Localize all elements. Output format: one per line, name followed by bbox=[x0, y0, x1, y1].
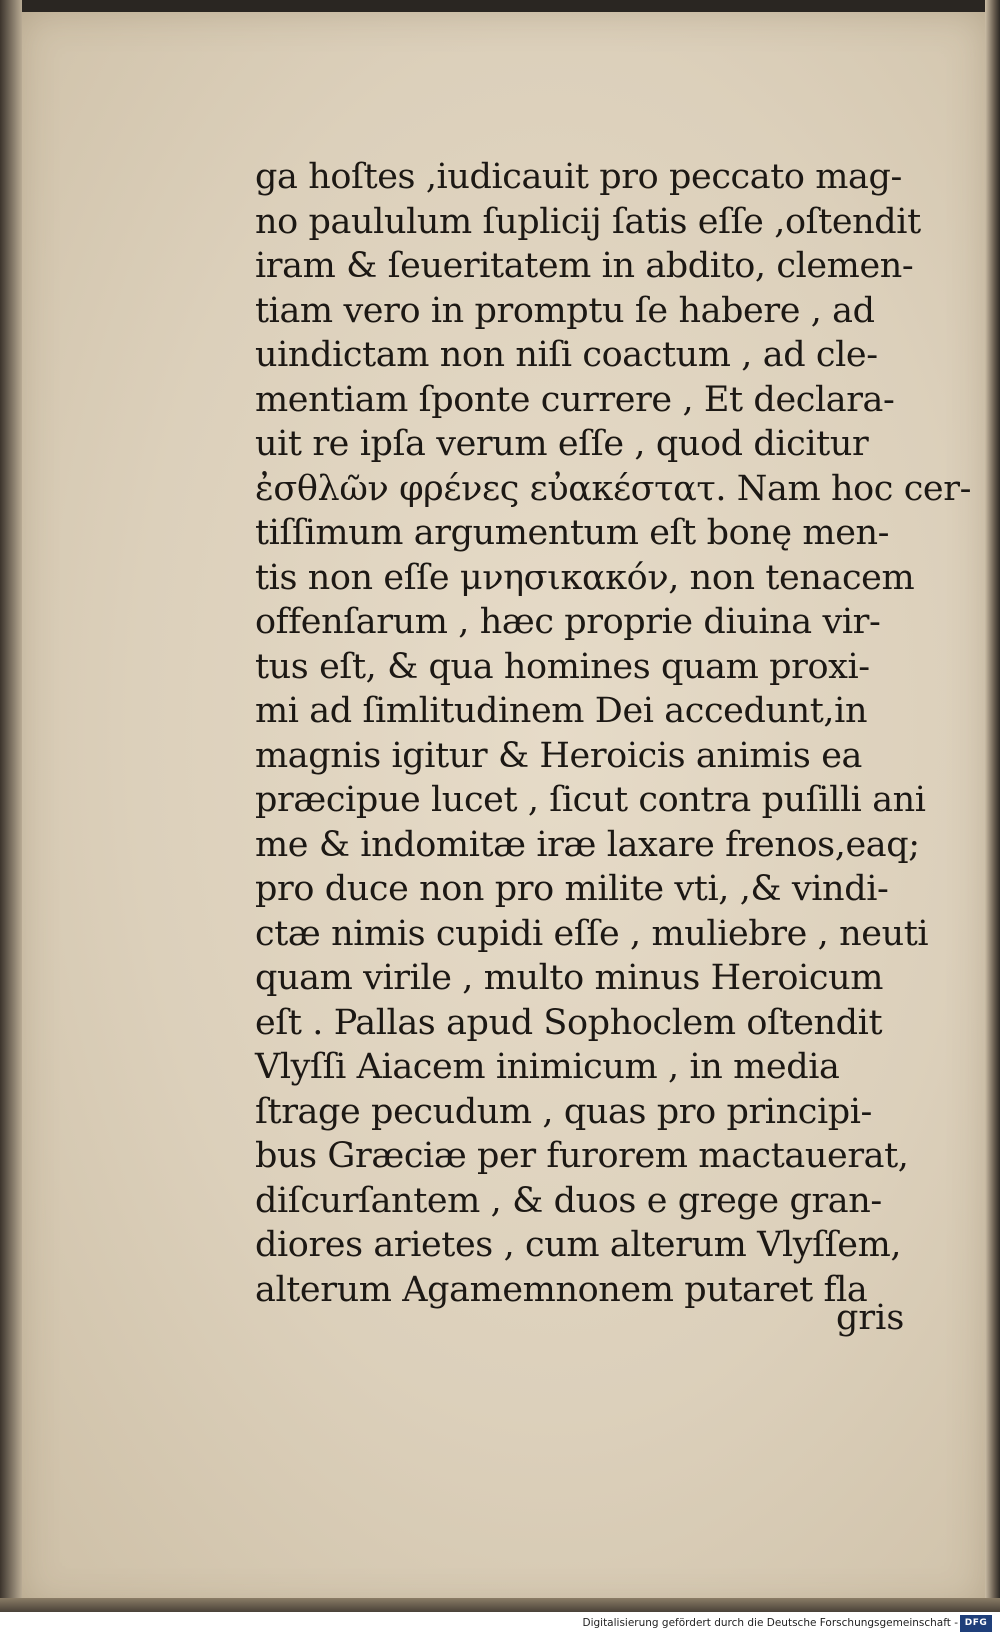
footer-bar bbox=[0, 1612, 1000, 1636]
text-line: mi ad ſimlitudinem Dei accedunt,in bbox=[255, 691, 868, 731]
funding-credit: Digitalisierung gefördert durch die Deutsche Forschungsgemeinschaft - bbox=[582, 1617, 958, 1629]
text-line: ctæ nimis cupidi eſſe , muliebre , neuti bbox=[255, 913, 929, 954]
text-line: ἐσθλῶν φρένες εὐακέστατ. Nam hoc cer- bbox=[255, 468, 971, 509]
text-line: uindictam non niſi coactum , ad cle- bbox=[255, 335, 878, 375]
text-line: tiam vero in promptu ſe habere , ad bbox=[255, 290, 875, 331]
text-line: diores arietes , cum alterum Vlyſſem, bbox=[255, 1225, 902, 1265]
page-text bbox=[255, 155, 971, 1312]
text-line: tus eſt, & qua homines quam proxi- bbox=[255, 646, 870, 687]
text-line: magnis igitur & Heroicis animis ea bbox=[255, 735, 862, 776]
page-bottom-edge bbox=[0, 1598, 1000, 1612]
text-line: alterum Agamemnonem putaret fla bbox=[255, 1269, 868, 1310]
text-line: mentiam ſponte currere , Et declara- bbox=[255, 379, 895, 420]
book-spine-edge bbox=[0, 0, 22, 1612]
catchword: gris bbox=[836, 1298, 905, 1338]
text-line: uit re ipſa verum eſſe , quod dicitur bbox=[255, 424, 869, 464]
text-line: tis non eſſe μνησικακόν, non tenacem bbox=[255, 557, 915, 598]
text-line: bus Græciæ per furorem mactauerat, bbox=[255, 1136, 909, 1176]
text-line: pro duce non pro milite vti, ,& vindi- bbox=[255, 869, 889, 909]
text-line: iram & ſeueritatem in abdito, clemen- bbox=[255, 246, 914, 286]
text-line: no paululum ſuplicij ſatis eſſe ,oſtendit bbox=[255, 201, 921, 242]
text-line: eſt . Pallas apud Sophoclem oſtendit bbox=[255, 1002, 883, 1043]
scan-top-border bbox=[0, 0, 1000, 12]
text-line: Vlyſſi Aiacem inimicum , in media bbox=[255, 1047, 840, 1087]
text-line: me & indomitæ iræ laxare frenos,eaq; bbox=[255, 824, 920, 865]
page-right-edge bbox=[985, 0, 1000, 1612]
text-line: offenſarum , hæc proprie diuina vir- bbox=[255, 602, 881, 642]
text-line: præcipue lucet , ſicut contra puſilli ani bbox=[255, 780, 926, 820]
text-line: tiſſimum argumentum eſt bonę men- bbox=[255, 513, 890, 553]
text-line: ſtrage pecudum , quas pro principi- bbox=[255, 1091, 872, 1132]
text-line: ga hoſtes ,iudicauit pro peccato mag- bbox=[255, 157, 902, 197]
text-line: diſcurſantem , & duos e grege gran- bbox=[255, 1180, 882, 1221]
text-line: quam virile , multo minus Heroicum bbox=[255, 958, 884, 998]
dfg-logo-icon: DFG bbox=[960, 1615, 992, 1632]
